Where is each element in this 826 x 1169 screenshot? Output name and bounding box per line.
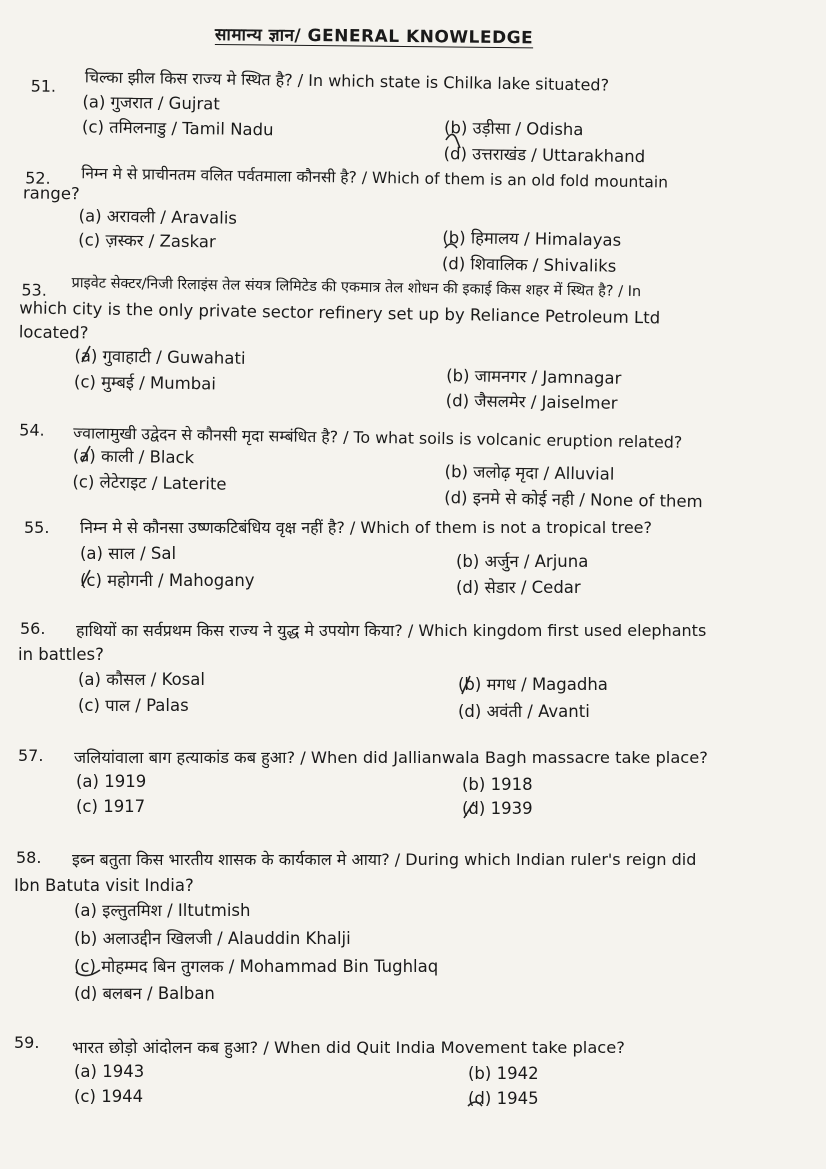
option-c: (c) 1917: [76, 797, 146, 816]
question-text: हाथियों का सर्वप्रथम किस राज्य ने युद्ध मे उपयोग किया? / Which kingdom first used elephants: [76, 621, 707, 640]
question-number: 51.: [30, 76, 57, 96]
option-d: (d) बलबन / Balban: [74, 984, 215, 1003]
option-c: (c) लेटेराइट / Laterite: [72, 472, 227, 494]
option-c: (c) मुम्बई / Mumbai: [73, 372, 217, 394]
option-b: (b) जामनगर / Jamnagar: [446, 366, 622, 388]
option-b: (b) उड़ीसा / Odisha: [443, 117, 584, 140]
option-b: (b) 1918: [462, 775, 533, 794]
option-a: (a) साल / Sal: [80, 544, 177, 563]
question-text: चिल्का झील किस राज्य मे स्थित है? / In which state is Chilka lake situated?: [84, 67, 610, 95]
option-a: (a) गुजरात / Gujrat: [82, 92, 220, 114]
option-d: (d) 1945: [468, 1089, 539, 1108]
page-title: सामान्य ज्ञान/ GENERAL KNOWLEDGE: [214, 25, 534, 49]
question-text-cont-2: located?: [18, 322, 89, 343]
option-b: (b) हिमालय / Himalayas: [442, 227, 622, 250]
question-number: 58.: [16, 848, 42, 867]
option-c: (c) महोगनी / Mahogany: [80, 571, 255, 590]
option-c: (c) ज़स्कर / Zaskar: [78, 230, 216, 252]
option-b: (b) जलोढ़ मृदा / Alluvial: [444, 462, 615, 484]
question-number: 54.: [19, 420, 45, 440]
option-d: (d) शिवालिक / Shivaliks: [441, 253, 617, 276]
question-text-cont: range?: [22, 183, 80, 204]
question-number: 57.: [18, 746, 44, 765]
question-text: ज्वालामुखी उद्वेदन से कौनसी मृदा सम्बंधित है? / To what soils is volcanic eruption related?: [73, 423, 683, 452]
option-a: (a) काली / Black: [72, 446, 195, 468]
question-number: 56.: [20, 619, 46, 638]
option-a: (a) 1919: [76, 772, 147, 791]
question-text: निम्न मे से कौनसा उष्णकटिबंधिय वृक्ष नहीं है? / Which of them is not a tropical tree?: [80, 518, 652, 537]
question-number: 53.: [21, 280, 48, 300]
question-text: प्राइवेट सेक्टर/निजी रिलाइंस तेल संयत्र लिमिटेड की एकमात्र तेल शोधन की इकाई किस शहर में स्थित है? / In: [71, 275, 642, 301]
option-a: (a) अरावली / Aravalis: [78, 206, 238, 228]
option-b: (b) मगध / Magadha: [458, 675, 608, 694]
option-b: (b) अर्जुन / Arjuna: [456, 552, 589, 571]
question-text: जलियांवाला बाग हत्याकांड कब हुआ? / When did Jallianwala Bagh massacre take place?: [74, 748, 708, 767]
option-d: (d) अवंती / Avanti: [458, 702, 590, 721]
option-d: (d) 1939: [462, 799, 533, 818]
option-a: (a) कौसल / Kosal: [78, 670, 205, 689]
option-c: (c) मोहम्मद बिन तुगलक / Mohammad Bin Tughlaq: [74, 957, 439, 976]
question-text-cont: Ibn Batuta visit India?: [14, 876, 194, 895]
option-c: (c) पाल / Palas: [78, 696, 189, 715]
question-text: इब्न बतुता किस भारतीय शासक के कार्यकाल मे आया? / During which Indian ruler's reign did: [72, 850, 697, 869]
option-d: (d) उत्तराखंड / Uttarakhand: [443, 143, 646, 167]
option-a: (a) 1943: [74, 1062, 145, 1081]
option-c: (c) 1944: [74, 1087, 144, 1106]
question-number: 59.: [14, 1033, 40, 1052]
question-text-cont: which city is the only private sector refinery set up by Reliance Petroleum Ltd: [19, 298, 661, 328]
option-c: (c) तमिलनाडु / Tamil Nadu: [81, 117, 274, 140]
option-b: (b) अलाउद्दीन खिलजी / Alauddin Khalji: [74, 929, 351, 948]
question-text-cont: in battles?: [18, 645, 104, 664]
option-b: (b) 1942: [468, 1064, 539, 1083]
question-text: भारत छोड़ो आंदोलन कब हुआ? / When did Quit India Movement take place?: [72, 1038, 625, 1057]
option-d: (d) सेडार / Cedar: [456, 578, 581, 597]
option-a: (a) गुवाहाटी / Guwahati: [74, 346, 246, 368]
question-number: 52.: [25, 168, 51, 188]
question-number: 55.: [24, 518, 50, 537]
option-d: (d) जैसलमेर / Jaiselmer: [445, 391, 618, 413]
option-a: (a) इल्तुतमिश / Iltutmish: [74, 901, 251, 920]
option-d: (d) इनमे से कोई नही / None of them: [444, 488, 703, 512]
question-text: निम्न मे से प्राचीनतम वलित पर्वतमाला कौनसी है? / Which of them is an old fold mountain: [81, 164, 669, 192]
